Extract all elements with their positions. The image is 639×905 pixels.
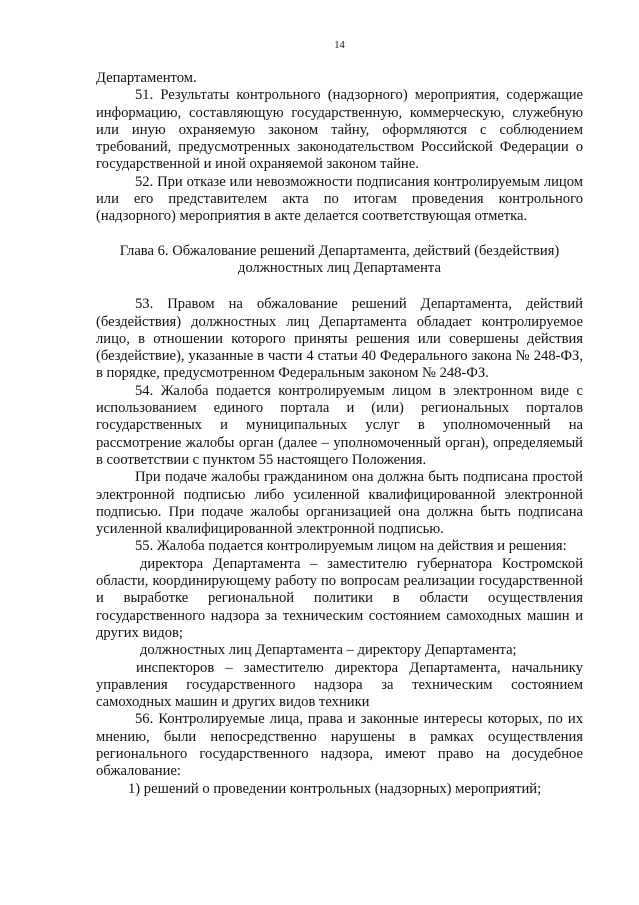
list-item-director: директора Департамента – заместителю губернатора Костромской области, координирующему работу по вопросам реализации государственной и выработке региональной политики в области осуществления государственного надзора за техническим состоянием самоходных машин и других видов; [96,555,583,641]
list-item-decisions: 1) решений о проведении контрольных (надзорных) мероприятий; [128,780,542,797]
paragraph-54-signature: При подаче жалобы гражданином она должна быть подписана простой электронной подписью либо усиленной квалифицированной электронной подписью. При подаче жалобы организацией она должна быть подписана усиленной квалифицированной электронной подписью. [96,469,583,538]
paragraph-52: 52. При отказе или невозможности подписания контролируемым лицом или его представителем акта по итогам проведения контрольного (надзорного) мероприятия в акте делается соответствующая отметка. [96,173,583,225]
chapter-heading [96,243,583,278]
list-item-inspectors: инспекторов – заместителю директора Департамента, начальнику управления государственного надзора за техническим состоянием самоходных машин и других видов техники [96,659,583,711]
paragraph-continuation: Департаментом. [96,70,197,86]
paragraph-51: 51. Результаты контрольного (надзорного) мероприятия, содержащие информацию, составляющую государственную, коммерческую, служебную или иную охраняемую законом тайну, оформляются с соблюдением требований, предусмотренных законодательством Российской Федерации о государственной и иной охраняемой законом тайне. [96,87,583,173]
paragraph-56: 56. Контролируемые лица, права и законные интересы которых, по их мнению, были непосредственно нарушены в рамках осуществления регионального государственного надзора, имеют право на досудебное обжалование: [96,711,583,780]
paragraph-53: 53. Правом на обжалование решений Департамента, действий (бездействия) должностных лиц Департамента обладает контролируемое лицо, в отношении которого приняты решения или совершены действия (бездействие), указанные в части 4 статьи 40 Федерального закона № 248-ФЗ, в порядке, предусмотренном Федеральным законом № 248-ФЗ. [96,296,583,382]
list-item-officials: должностных лиц Департамента – директору Департамента; [140,642,517,659]
document-body [96,70,583,798]
page-number: 14 [334,40,345,51]
paragraph-55: 55. Жалоба подается контролируемым лицом на действия и решения: [135,538,567,555]
chapter-heading-line-2: должностных лиц Департамента [238,259,441,276]
paragraph-54: 54. Жалоба подается контролируемым лицом в электронном виде с использованием единого портала и (или) региональных порталов государственных и муниципальных услуг в уполномоченный на рассмотрение жалобы орган (далее – уполномоченный орган), определяемый в соответствии с пунктом 55 настоящего Положения. [96,382,583,468]
chapter-heading-line-1: Глава 6. Обжалование решений Департамента, действий (бездействия) [119,242,560,259]
